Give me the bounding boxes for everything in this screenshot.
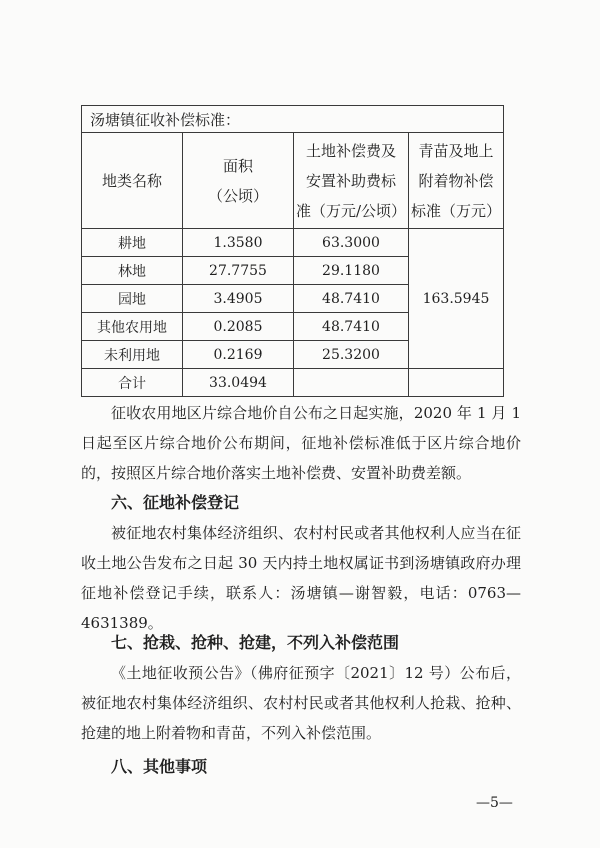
header-crops — [409, 133, 504, 229]
cell-empty — [409, 369, 504, 397]
cell-rate: 25.3200 — [294, 341, 409, 369]
cell-land-type: 林地 — [82, 257, 183, 285]
cell-area: 3.4905 — [183, 285, 294, 313]
cell-rate: 63.3000 — [294, 229, 409, 257]
header-compensation-line: 安置补助费标 — [305, 171, 396, 190]
total-row — [82, 369, 504, 397]
section-heading-7: 七、抢栽、抢种、抢建，不列入补偿范围 — [111, 633, 400, 652]
cell-total-area: 33.0494 — [183, 369, 294, 397]
cell-area: 27.7755 — [183, 257, 294, 285]
section-heading-8: 八、其他事项 — [111, 757, 208, 776]
cell-rate: 29.1180 — [294, 257, 409, 285]
cell-empty — [294, 369, 409, 397]
header-land-type: 地类名称 — [82, 133, 183, 229]
page-number: —5— — [476, 795, 513, 811]
table-row — [82, 229, 504, 257]
cell-total-label: 合计 — [82, 369, 183, 397]
paragraph-registration: 被征地农村集体经济组织、农村村民或者其他权利人应当在征收土地公告发布之日起 30 天内持土地权属证书到汤塘镇政府办理征地补偿登记手续，联系人：汤塘镇—谢智毅，电话：0763—4631389。 — [81, 524, 521, 632]
cell-area: 0.2169 — [183, 341, 294, 369]
cell-crops-value: 163.5945 — [409, 229, 504, 369]
cell-area: 1.3580 — [183, 229, 294, 257]
header-compensation-line: 准（万元/公顷） — [295, 201, 407, 220]
section-heading-6: 六、征地补偿登记 — [111, 493, 240, 512]
cell-rate: 48.7410 — [294, 313, 409, 341]
compensation-table — [81, 105, 504, 397]
paragraph-land-price: 征收农用地区片综合地价自公布之日起实施，2020 年 1 月 1 日起至区片综合地价公布期间，征地补偿标准低于区片综合地价的，按照区片综合地价落实土地补偿费、安置补助费差额。 — [81, 404, 521, 482]
cell-land-type: 耕地 — [82, 229, 183, 257]
cell-area: 0.2085 — [183, 313, 294, 341]
header-area-line: （公顷） — [207, 186, 268, 205]
header-area-line: 面积 — [222, 156, 253, 175]
header-crops-line: 标准（万元） — [410, 201, 501, 220]
table-caption: 汤塘镇征收补偿标准： — [82, 106, 504, 133]
header-crops-line: 青苗及地上 — [418, 141, 494, 160]
cell-rate: 48.7410 — [294, 285, 409, 313]
header-crops-line: 附着物补偿 — [418, 171, 494, 190]
header-area — [183, 133, 294, 229]
header-compensation-line: 土地补偿费及 — [305, 141, 396, 160]
cell-land-type: 未利用地 — [82, 341, 183, 369]
cell-land-type: 其他农用地 — [82, 313, 183, 341]
header-compensation — [294, 133, 409, 229]
cell-land-type: 园地 — [82, 285, 183, 313]
paragraph-exclusion: 《土地征收预公告》（佛府征预字〔2021〕12 号）公布后，被征地农村集体经济组织、农村村民或者其他权利人抢栽、抢种、抢建的地上附着物和青苗，不列入补偿范围。 — [81, 664, 521, 742]
